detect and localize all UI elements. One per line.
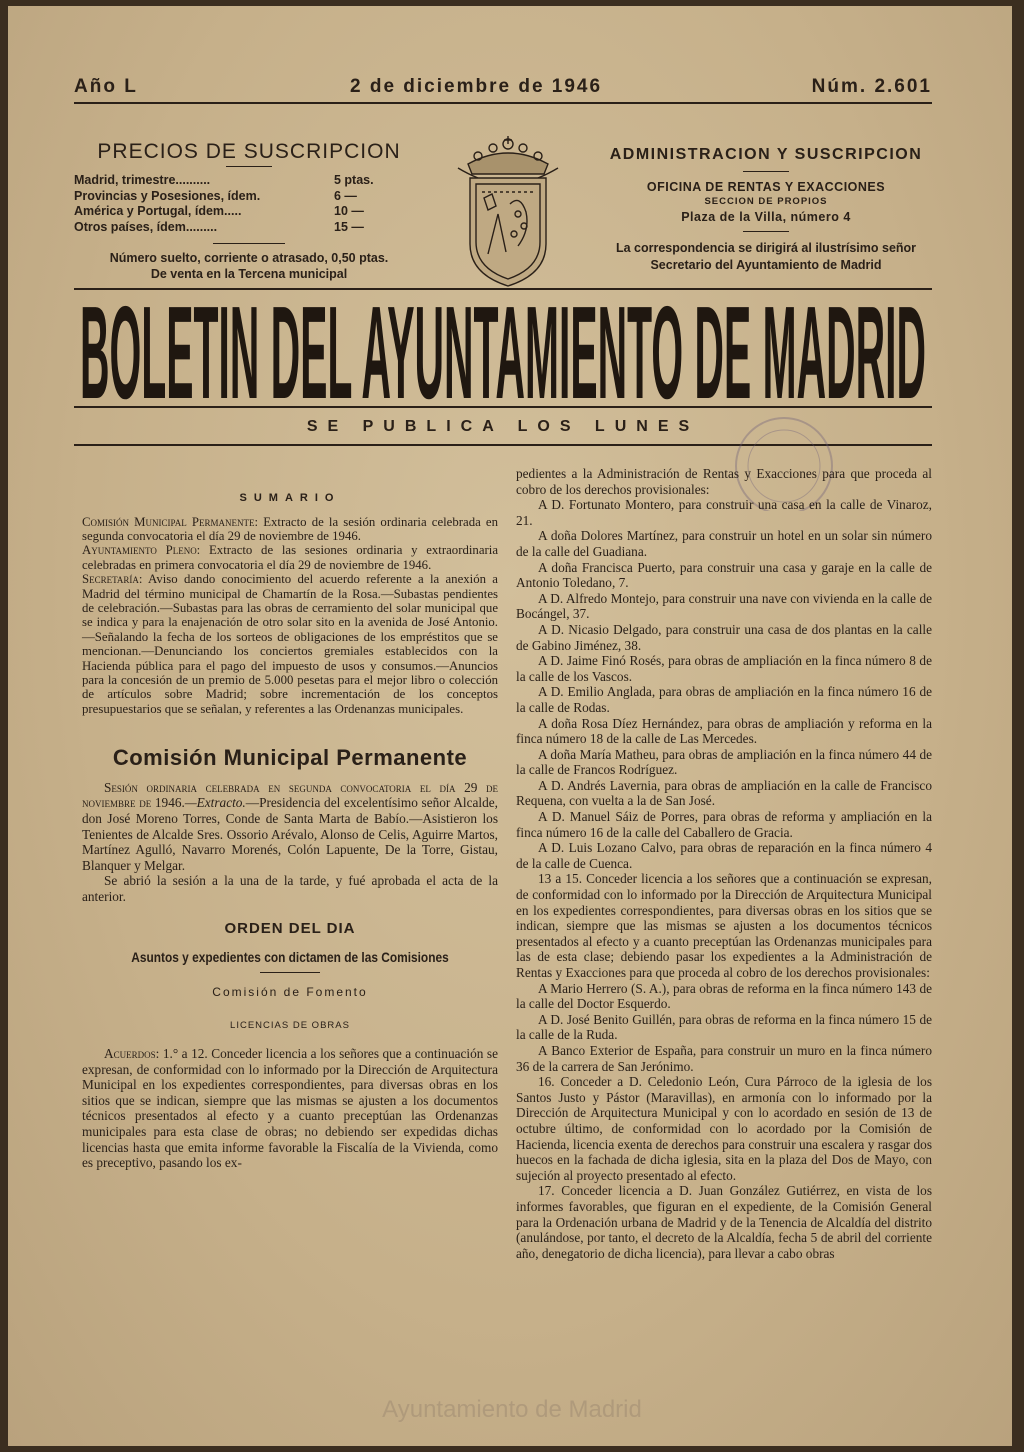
administration-title: ADMINISTRACION Y SUSCRIPCION — [609, 146, 923, 163]
license-paragraph: A D. Fortunato Montero, para construir una casa en la calle de Vinaroz, 21. — [516, 497, 932, 528]
sumario-item: Secretaría: Aviso dando conocimiento del acuerdo referente a la anexión a Madrid del término municipal de Chamartín de la Rosa.—Subastas pendientes de celebración.—Subastas para las obras de cerramiento del solar municipal que se indica y para la enajenación de otro solar sito en la avenida de José Antonio.—Señalando la fecha de los sorteos de obligaciones de los empréstitos que se mencionan.—Denunciando los conciertos gremiales establecidos con la Hacienda pública para el pago del impuesto de usos y consumos.—Anuncios para la concesión de un premio de 5.000 pesetas para el mejor libro o colección de artículos sobre Madrid; sobre incrementación de los conceptos presupuestarios que se señalan, y referentes a las Ordenanzas municipales. — [82, 572, 498, 716]
issue-date: 2 de diciembre de 1946 — [350, 76, 603, 97]
license-paragraph: 17. Conceder licencia a D. Juan González Gutiérrez, en vista de los informes favorables, que figuran en el expediente, de la Comisión General para la Ordenación urbana de Madrid y de la Tenencia de Alcaldía del distrito (anulándose, por tanto, el decreto de la Alcaldía, fecha 5 de abril del corriente año, denegatorio de dicha licencia), para llevar a cabo obras — [516, 1183, 932, 1261]
subscription-title: PRECIOS DE SUSCRIPCION — [97, 140, 401, 163]
license-paragraph: A D. Jaime Finó Rosés, para obras de ampliación en la finca número 8 de la calle de los Vascos. — [516, 653, 932, 684]
license-paragraph: A D. Emilio Anglada, para obras de ampliación en la finca número 16 de la calle de Rodas. — [516, 684, 932, 715]
subscription-box — [74, 140, 424, 282]
price-row: América y Portugal, ídem..... 10 — — [74, 204, 364, 218]
correspondence-note: La correspondencia se dirigirá al ilustrísimo señor Secretario del Ayuntamiento de Madrid — [615, 241, 917, 272]
sumario-item: Ayuntamiento Pleno: Extracto de las sesiones ordinaria y extraordinaria celebradas en primera convocatoria el día 29 de noviembre de 1946. — [82, 543, 498, 572]
sumario-item: Comisión Municipal Permanente: Extracto de la sesión ordinaria celebrada en segunda convocatoria el día 29 de noviembre de 1946. — [82, 514, 498, 543]
price-row: Madrid, trimestre.......... 5 ptas. — [74, 173, 374, 187]
session-opening: Se abrió la sesión a la una de la tarde, y fué aprobada el acta de la anterior. — [82, 873, 498, 905]
section-name: SECCION DE PROPIOS — [704, 196, 828, 207]
license-paragraph: pedientes a la Administración de Rentas y Exacciones para que proceda al cobro de los derechos provisionales: — [516, 466, 932, 497]
masthead-title — [74, 294, 932, 406]
license-paragraph: 13 a 15. Conceder licencia a los señores que a continuación se expresan, de conformidad con lo informado por la Dirección de Arquitectura Municipal en los expedientes correspondientes, para diversas obras en los sitios que se indican, siempre que las mismas se ajusten a los documentos técnicos presentados al efecto y a cuanto preceptúan las Ordenanzas municipales para las de esta clase; debiendo pasar los expedientes a la Administración de Rentas y Exacciones para que proceda al cobro de los derechos provisionales: — [516, 871, 932, 980]
license-paragraph: A D. Luis Lozano Calvo, para obras de reparación en la finca número 4 de la calle de Cuenca. — [516, 840, 932, 871]
price-row: Provincias y Posesiones, ídem. 6 — — [74, 188, 357, 203]
license-paragraph: A D. Manuel Sáiz de Porres, para obras de reforma y ampliación en la finca número 16 de la calle del Caballero de Gracia. — [516, 809, 932, 840]
licencias-heading: LICENCIAS DE OBRAS — [230, 1020, 350, 1032]
publication-frequency: SE PUBLICA LOS LUNES — [306, 418, 700, 435]
administration-box — [598, 146, 934, 274]
issue-header — [74, 76, 932, 104]
issue-number: Núm. 2.601 — [811, 76, 932, 97]
archive-watermark: Ayuntamiento de Madrid — [382, 1396, 642, 1423]
license-paragraph: A doña Francisca Puerto, para construir una casa y garaje en la calle de Antonio Toledano, 7. — [516, 559, 932, 591]
license-paragraph: A doña Dolores Martínez, para construir un hotel en un solar sin número de la calle del Guadiana. — [516, 528, 932, 559]
left-column — [82, 481, 498, 1171]
acuerdos-paragraph: Acuerdos: 1.° a 12. Conceder licencia a los señores que a continuación se expresan, de conformidad con lo informado por la Dirección de Arquitectura Municipal en los expedientes correspondientes, para diversas obras en los sitios que se indican, siempre que las mismas se ajusten a los documentos técnicos presentados al efecto y a cuanto preceptúan las Ordenanzas municipales para esta clase de obras; no debiendo ser expedidas dichas licencias hasta que emita informe favorable la Fiscalía de la Vivienda, como es preceptivo, pasando los ex- — [82, 1046, 498, 1171]
fomento-heading: Comisión de Fomento — [212, 984, 368, 999]
newspaper-page — [8, 6, 1012, 1446]
license-paragraph: A doña María Matheu, para obras de ampliación en la finca número 44 de la calle de Francos Rodríguez. — [516, 746, 932, 778]
sumario-heading: SUMARIO — [239, 492, 341, 504]
license-paragraph: A D. Alfredo Montejo, para construir una nave con vivienda en la calle de Bocángel, 37. — [516, 590, 932, 622]
office-name: OFICINA DE RENTAS Y EXACCIONES — [646, 180, 886, 194]
right-column — [516, 466, 932, 1261]
sale-location: De venta en la Tercena municipal — [150, 267, 348, 281]
svg-text:BOLETIN DEL AYUNTAMIENTO DE MA: BOLETIN DEL AYUNTAMIENTO DE MADRID — [80, 294, 926, 406]
single-issue-price: Número suelto, corriente o atrasado, 0,50 ptas. — [109, 251, 389, 265]
price-list — [74, 173, 424, 235]
commission-title: Comisión Municipal Permanente — [112, 745, 468, 771]
license-paragraph: A doña Rosa Díez Hernández, para obras de ampliación y reforma en la finca número 18 de la calle de Las Mercedes. — [516, 715, 932, 747]
session-paragraph: Sesión ordinaria celebrada en segunda convocatoria el día 29 de noviembre de 1946.—Extracto.—Presidencia del excelentísimo señor Alcalde, don José Moreno Torres, Conde de Santa Marta de Babío.—Asistieron los Tenientes de Alcalde Sres. Ossorio Arévalo, Alonso de Celis, Aguirre Martos, Martínez Agulló, Navarro Morenés, Colón Lapuente, De la Torre, Gistau, Blanquer y Melgar. — [82, 779, 498, 873]
price-row: Otros países, ídem......... 15 — — [74, 219, 364, 234]
license-paragraph: A Banco Exterior de España, para construir un muro en la finca número 36 de la carrera de San Jerónimo. — [516, 1042, 932, 1074]
license-paragraph: 16. Conceder a D. Celedonio León, Cura Párroco de la iglesia de los Santos Justo y Pástor (Maravillas), en armonía con lo informado por la Dirección de Arquitectura Municipal y con lo acordado en sesión de 13 de octubre último, de conformidad con lo acordado por la Comisión de Hacienda, licencia exenta de derechos para construir una escalera y rasgar dos huecos en la fachada de dicha iglesia, sita en la plaza del Dos de Mayo, con sujeción al proyecto presentado al efecto. — [516, 1074, 932, 1183]
license-paragraph: A D. Nicasio Delgado, para construir una casa de dos plantas en la calle de Gabino Jiménez, 38. — [516, 621, 932, 653]
issue-year: Año L — [74, 76, 138, 97]
license-paragraph: A Mario Herrero (S. A.), para obras de reforma en la finca número 143 de la calle del Doctor Esquerdo. — [516, 980, 932, 1012]
license-paragraph: A D. José Benito Guillén, para obras de reforma en la finca número 15 de la calle de la Ruda. — [516, 1011, 932, 1043]
license-paragraph: A D. Andrés Lavernia, para obras de ampliación en la calle de Francisco Requena, con vuelta a la de San José. — [516, 777, 932, 809]
orden-del-dia-heading: ORDEN DEL DIA — [224, 919, 356, 937]
office-address: Plaza de la Villa, número 4 — [681, 210, 851, 224]
madrid-coat-of-arms-icon — [448, 134, 568, 294]
asuntos-heading: Asuntos y expedientes con dictamen de las Comisiones — [131, 949, 449, 966]
